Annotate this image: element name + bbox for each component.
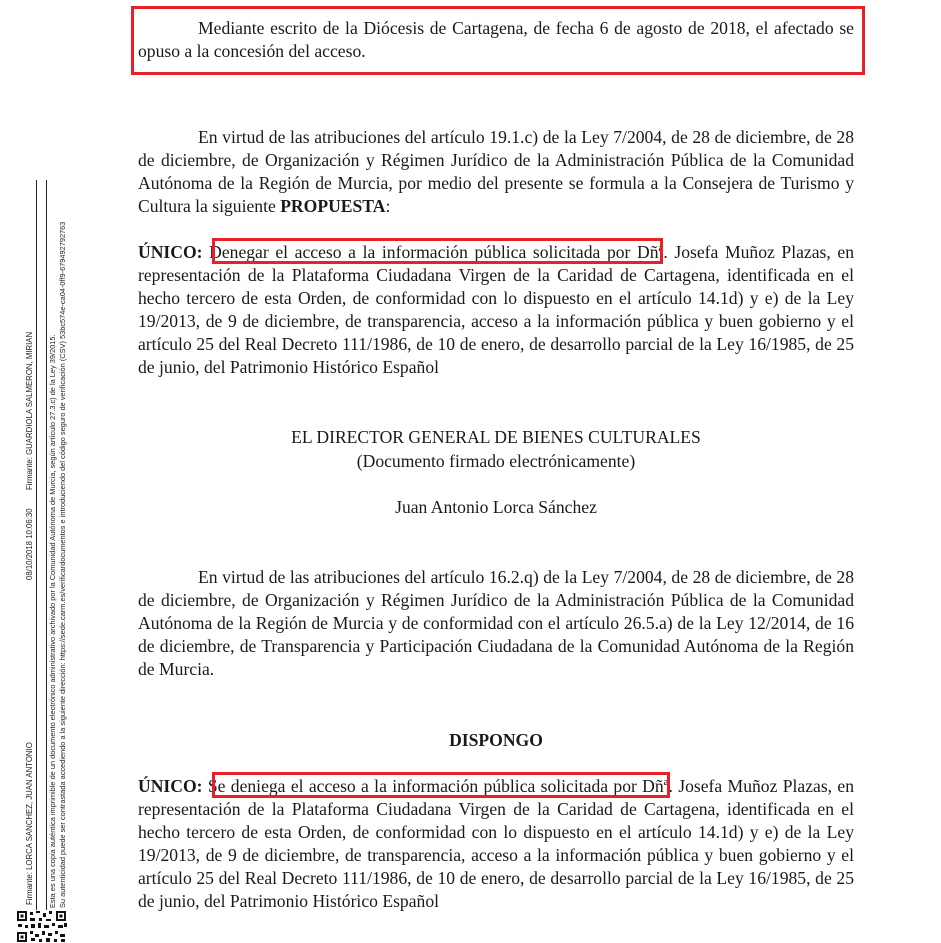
unico-highlight-2: Se deniega el acceso a la información pública solicitada <box>207 776 609 796</box>
signature-margin <box>0 0 95 943</box>
paragraph-propuesta-colon: : <box>385 196 391 216</box>
propuesta-word: PROPUESTA <box>280 196 386 216</box>
legal-notice-1: Esta es una copia auténtica imprimible de un documento electrónico administrativo archivado por la Comunidad Autónoma de Murcia, según artículo 27.3.c) de la Ley 39/2015. <box>48 334 57 908</box>
firmante-2: Firmante: GUARDIOLA SALMERON, MIRIAN <box>25 331 34 490</box>
paragraph-diocesis: Mediante escrito de la Diócesis de Cartagena, de fecha 6 de agosto de 2018, el afectado se opuso a la concesión del acceso. <box>138 18 854 61</box>
paragraph-propuesta-text: En virtud de las atribuciones del artículo 19.1.c) de la Ley 7/2004, de 28 de diciembre, de 28 de diciembre, de Organización y Régimen Jurídico de la Administración Pública de la Comunidad Autónoma de la Región de Murcia, por medio del presente se formula a la Consejera de Turismo y Cultura la siguiente <box>138 127 854 216</box>
paragraph-atribuciones: En virtud de las atribuciones del artículo 16.2.q) de la Ley 7/2004, de 28 de diciembre, de 28 de diciembre, de Organización y Régimen Jurídico de la Administración Pública de la Comunidad Autónoma de la Región de Murcia y de conformidad con el artículo 26.5.a) de la Ley 12/2014, de 16 de diciembre, de Transparencia y Participación Ciudadana de la Comunidad Autónoma de la Región de Murcia. <box>138 567 854 679</box>
margin-rule-2 <box>46 180 47 920</box>
signature-date: 08/10/2018 10:06:30 <box>25 508 34 580</box>
unico-dispongo <box>138 775 854 913</box>
firmante-1: Firmante: LORCA SANCHEZ, JUAN ANTONIO <box>25 742 34 905</box>
unico-label-1: ÚNICO: <box>138 242 203 262</box>
signature-note: (Documento firmado electrónicamente) <box>356 451 636 471</box>
unico-text-1: por Dñª. Josefa Muñoz Plazas, en representación de la Plataforma Ciudadana Virgen de la Caridad de Cartagena, identificada en el hecho tercero de esta Orden, de conformidad con lo dispuesto en el artículo 14.1d) y e) de la Ley 19/2013, de 9 de diciembre, de transparencia, acceso a la información pública y buen gobierno y el artículo 25 del Real Decreto 111/1986, de 10 de enero, de desarrollo parcial de la Ley 16/1985, de 25 de junio, del Patrimonio Histórico Español <box>138 242 854 377</box>
paragraph-propuesta <box>138 126 854 218</box>
dispongo-heading: DISPONGO <box>449 730 543 750</box>
unico-propuesta <box>138 241 854 379</box>
unico-text-2: por Dñª. Josefa Muñoz Plazas, en representación de la Plataforma Ciudadana Virgen de la Caridad de Cartagena, identificada en el hecho tercero de esta Orden, de conformidad con lo dispuesto en el artículo 14.1d) y e) de la Ley 19/2013, de 9 de diciembre, de transparencia, acceso a la información pública y buen gobierno y el artículo 25 del Real Decreto 111/1986, de 10 de enero, de desarrollo parcial de la Ley 16/1985, de 25 de junio, del Patrimonio Histórico Español <box>138 776 855 911</box>
unico-label-2: ÚNICO: <box>138 776 203 796</box>
signature-name: Juan Antonio Lorca Sánchez <box>395 497 597 517</box>
unico-highlight-1: Denegar el acceso a la información pública solicitada <box>209 242 601 262</box>
qr-code-icon <box>16 910 68 943</box>
legal-notice-2: Su autenticidad puede ser contrastada accediendo a la siguiente dirección: https://sede.carm.es/verificardocumentos e introduciendo del código seguro de verificación (CSV) 53bc574e-ca04-0ff9-679492792763 <box>58 221 67 908</box>
signature-title: EL DIRECTOR GENERAL DE BIENES CULTURALES <box>291 427 701 447</box>
margin-rule-1 <box>36 180 37 920</box>
